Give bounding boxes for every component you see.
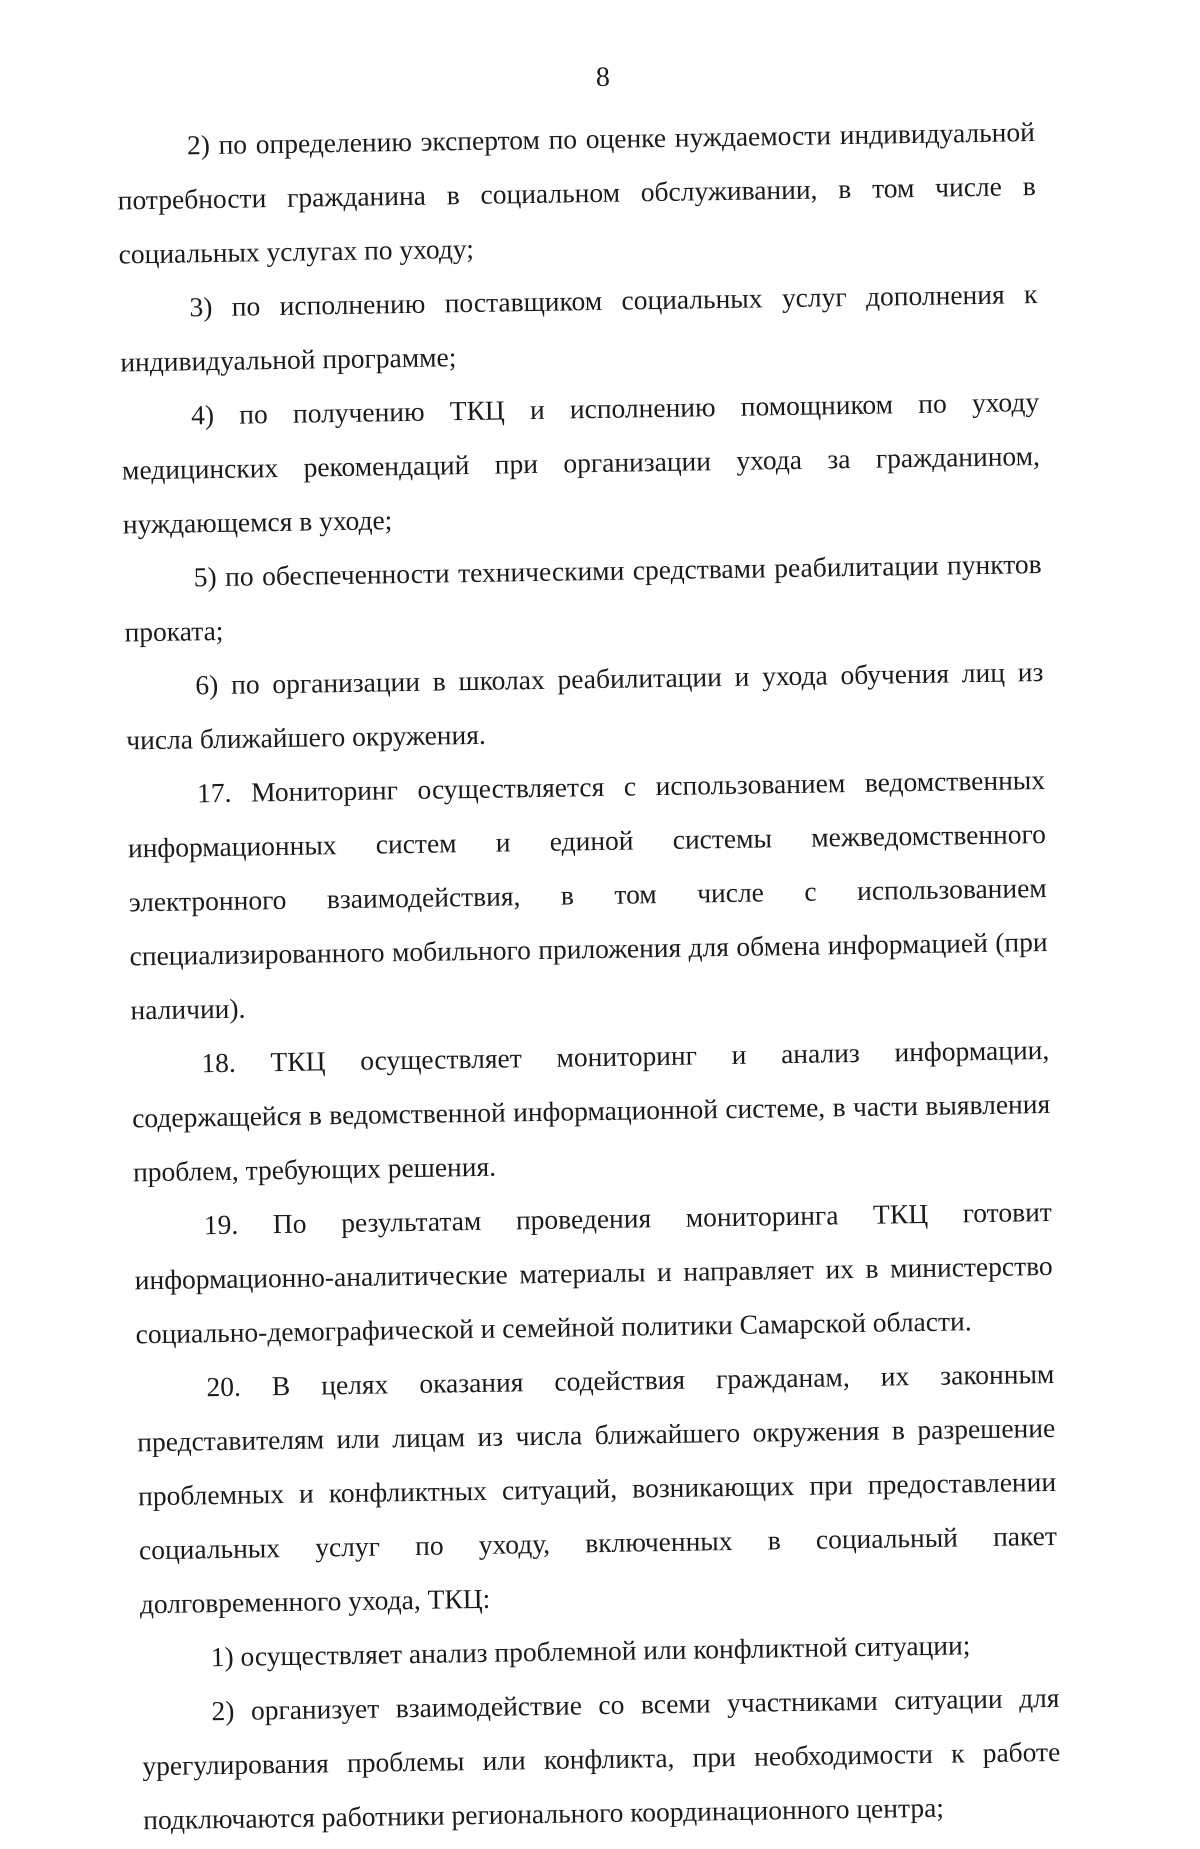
paragraph-20: 20. В целях оказания содействия гражданам, их законным представителям или лицам из числа ближайшего окружения в разрешение проблемных и конфликтных ситуаций, возникающих при предоставлении социальных услуг по уходу, включенных в социальный пакет долговременного ухода, ТКЦ: [137, 1357, 1058, 1620]
document-body [117, 105, 1062, 1847]
paragraph-item-2: 2) по определению экспертом по оценке нуждаемости индивидуальной потребности гражданина в социальном обслуживании, в том числе в социальных услугах по уходу; [117, 116, 1036, 270]
page-number: 8 [595, 61, 611, 93]
paragraph-17: 17. Мониторинг осуществляется с использованием ведомственных информационных систем и единой системы межведомственного электронного взаимодействия, в том числе с использованием специализированного мобильного приложения для обмена информацией (при наличии). [127, 764, 1048, 1026]
paragraph-item-5: 5) по обеспеченности техническими средствами реабилитации пунктов проката; [124, 548, 1042, 648]
paragraph-19: 19. По результатам проведения мониторинга ТКЦ готовит информационно-аналитические материалы и направляет их в министерство социально-демографической и семейной политики Самарской области. [134, 1195, 1053, 1350]
paragraph-20-item-1: 1) осуществляет анализ проблемной или конфликтной ситуации; [210, 1629, 971, 1673]
paragraph-item-3: 3) по исполнению поставщиком социальных услуг дополнения к индивидуальной программе; [120, 278, 1038, 378]
paragraph-20-item-2: 2) организует взаимодействие со всеми участниками ситуации для урегулирования проблемы или конфликта, при необходимости к работе подключаются работники регионального координационного центра; [142, 1681, 1061, 1836]
paragraph-item-6: 6) по организации в школах реабилитации и ухода обучения лиц из числа ближайшего окружения. [126, 656, 1044, 756]
paragraph-18: 18. ТКЦ осуществляет мониторинг и анализ информации, содержащейся в ведомственной информационной системе, в части выявления проблем, требующих решения. [131, 1033, 1051, 1188]
paragraph-item-4: 4) по получению ТКЦ и исполнению помощником по уходу медицинских рекомендаций при организации ухода за гражданином, нуждающемся в уходе; [121, 386, 1041, 540]
